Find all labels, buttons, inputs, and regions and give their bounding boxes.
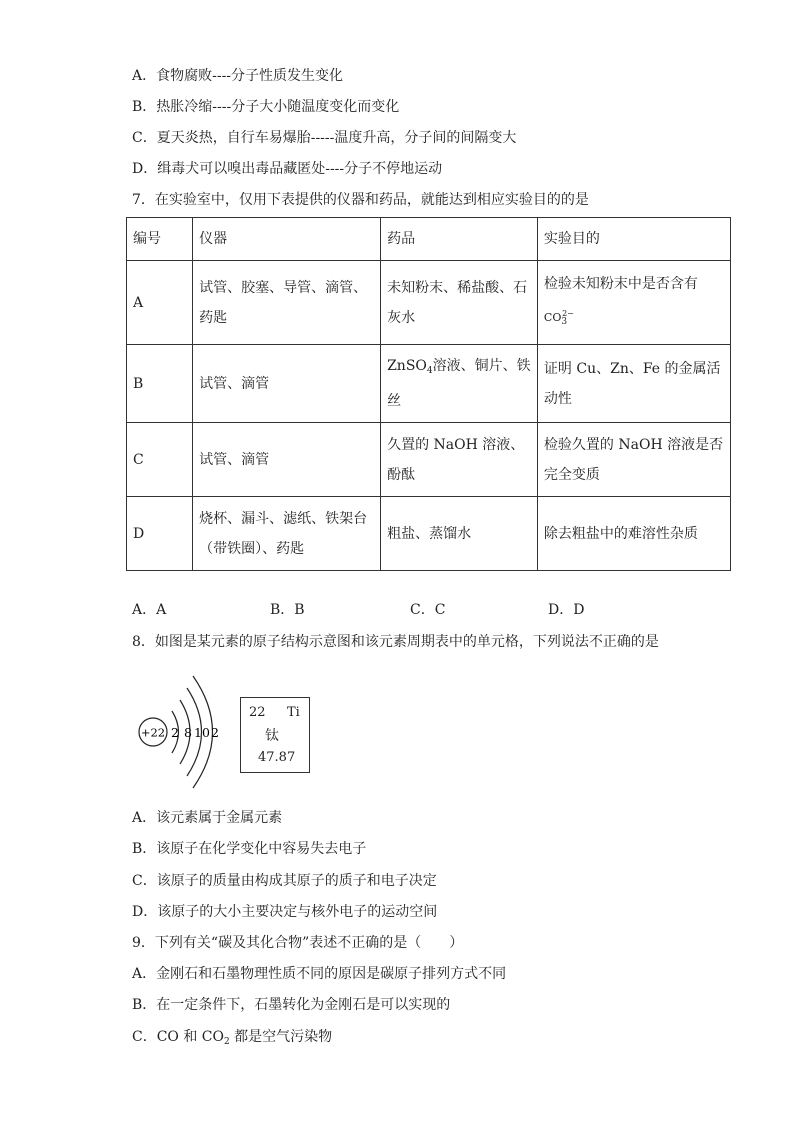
table-row (127, 261, 731, 345)
q9-option-b: B．在一定条件下，石墨转化为金刚石是可以实现的 (132, 997, 451, 1013)
q6-option-d: D．缉毒犬可以嗅出毒品藏匿处----分子不停地运动 (132, 161, 443, 177)
row-purpose: 证明 Cu、Zn、Fe 的金属活动性 (537, 345, 730, 423)
table-row (127, 497, 731, 571)
carbonate-formula: $CO_3^{2-}$ (543, 308, 574, 327)
q7-option-b: B．B (270, 602, 305, 618)
q9-option-a: A．金刚石和石墨物理性质不同的原因是碳原子排列方式不同 (132, 966, 507, 982)
shell-count-4: 2 (211, 725, 219, 740)
row-reagents: 久置的 NaOH 溶液、酚酞 (381, 423, 538, 497)
row-purpose: 检验久置的 NaOH 溶液是否完全变质 (537, 423, 730, 497)
q8-option-c: C．该原子的质量由构成其原子的质子和电子决定 (132, 873, 437, 889)
row-id: D (127, 497, 193, 571)
q8-option-a: A．该元素属于金属元素 (132, 810, 283, 826)
atom-structure-diagram (130, 668, 240, 793)
row-reagents: 未知粉末、稀盐酸、石灰水 (381, 261, 538, 345)
row-reagents: ZnSO$_4$溶液、铜片、铁丝 (381, 345, 538, 423)
q7-option-c: C．C (410, 602, 446, 618)
row-id: B (127, 345, 193, 423)
periodic-table-cell (240, 697, 310, 773)
nucleus-charge: +22 (140, 725, 166, 740)
atomic-number: 22 (249, 705, 266, 720)
element-name: 钛 (265, 728, 279, 744)
q7-option-a: A．A (132, 602, 167, 618)
header-purpose: 实验目的 (537, 218, 730, 261)
row-purpose (537, 261, 730, 345)
row-purpose: 除去粗盐中的难溶性杂质 (537, 497, 730, 571)
table-row (127, 423, 731, 497)
q6-option-a: A．食物腐败----分子性质发生变化 (132, 68, 344, 84)
table-header-row (127, 218, 731, 261)
row-instruments: 烧杯、漏斗、滤纸、铁架台（带铁圈）、药匙 (193, 497, 381, 571)
header-reagents: 药品 (381, 218, 538, 261)
shell-count-2: 8 (184, 725, 192, 740)
row-id: A (127, 261, 193, 345)
table-row (127, 345, 731, 423)
row-instruments: 试管、滴管 (193, 345, 381, 423)
q8-stem: 8．如图是某元素的原子结构示意图和该元素周期表中的单元格，下列说法不正确的是 (132, 634, 659, 650)
atomic-mass: 47.87 (258, 750, 296, 765)
q9-option-c: C．CO 和 $CO_2$ 都是空气污染物 (132, 1029, 333, 1047)
row-id: C (127, 423, 193, 497)
header-instruments: 仪器 (193, 218, 381, 261)
purpose-text: 检验未知粉末中是否含有 (543, 275, 698, 292)
shell-count-3: 10 (194, 725, 210, 740)
row-instruments: 试管、胶塞、导管、滴管、药匙 (193, 261, 381, 345)
q6-option-b: B．热胀冷缩----分子大小随温度变化而变化 (132, 99, 400, 115)
q6-option-c: C．夏天炎热，自行车易爆胎-----温度升高，分子间的间隔变大 (132, 130, 517, 146)
row-reagents: 粗盐、蒸馏水 (381, 497, 538, 571)
q7-table (126, 217, 731, 571)
q8-option-b: B．该原子在化学变化中容易失去电子 (132, 841, 367, 857)
q7-stem: 7．在实验室中，仅用下表提供的仪器和药品，就能达到相应实验目的的是 (132, 192, 589, 208)
header-id: 编号 (127, 218, 193, 261)
q7-option-d: D．D (548, 602, 585, 618)
row-instruments: 试管、滴管 (193, 423, 381, 497)
element-symbol: Ti (287, 705, 300, 720)
q8-option-d: D．该原子的大小主要决定与核外电子的运动空间 (132, 904, 438, 920)
q9-stem: 9．下列有关“碳及其化合物”表述不正确的是（ ） (132, 935, 464, 951)
shell-count-1: 2 (171, 725, 179, 740)
